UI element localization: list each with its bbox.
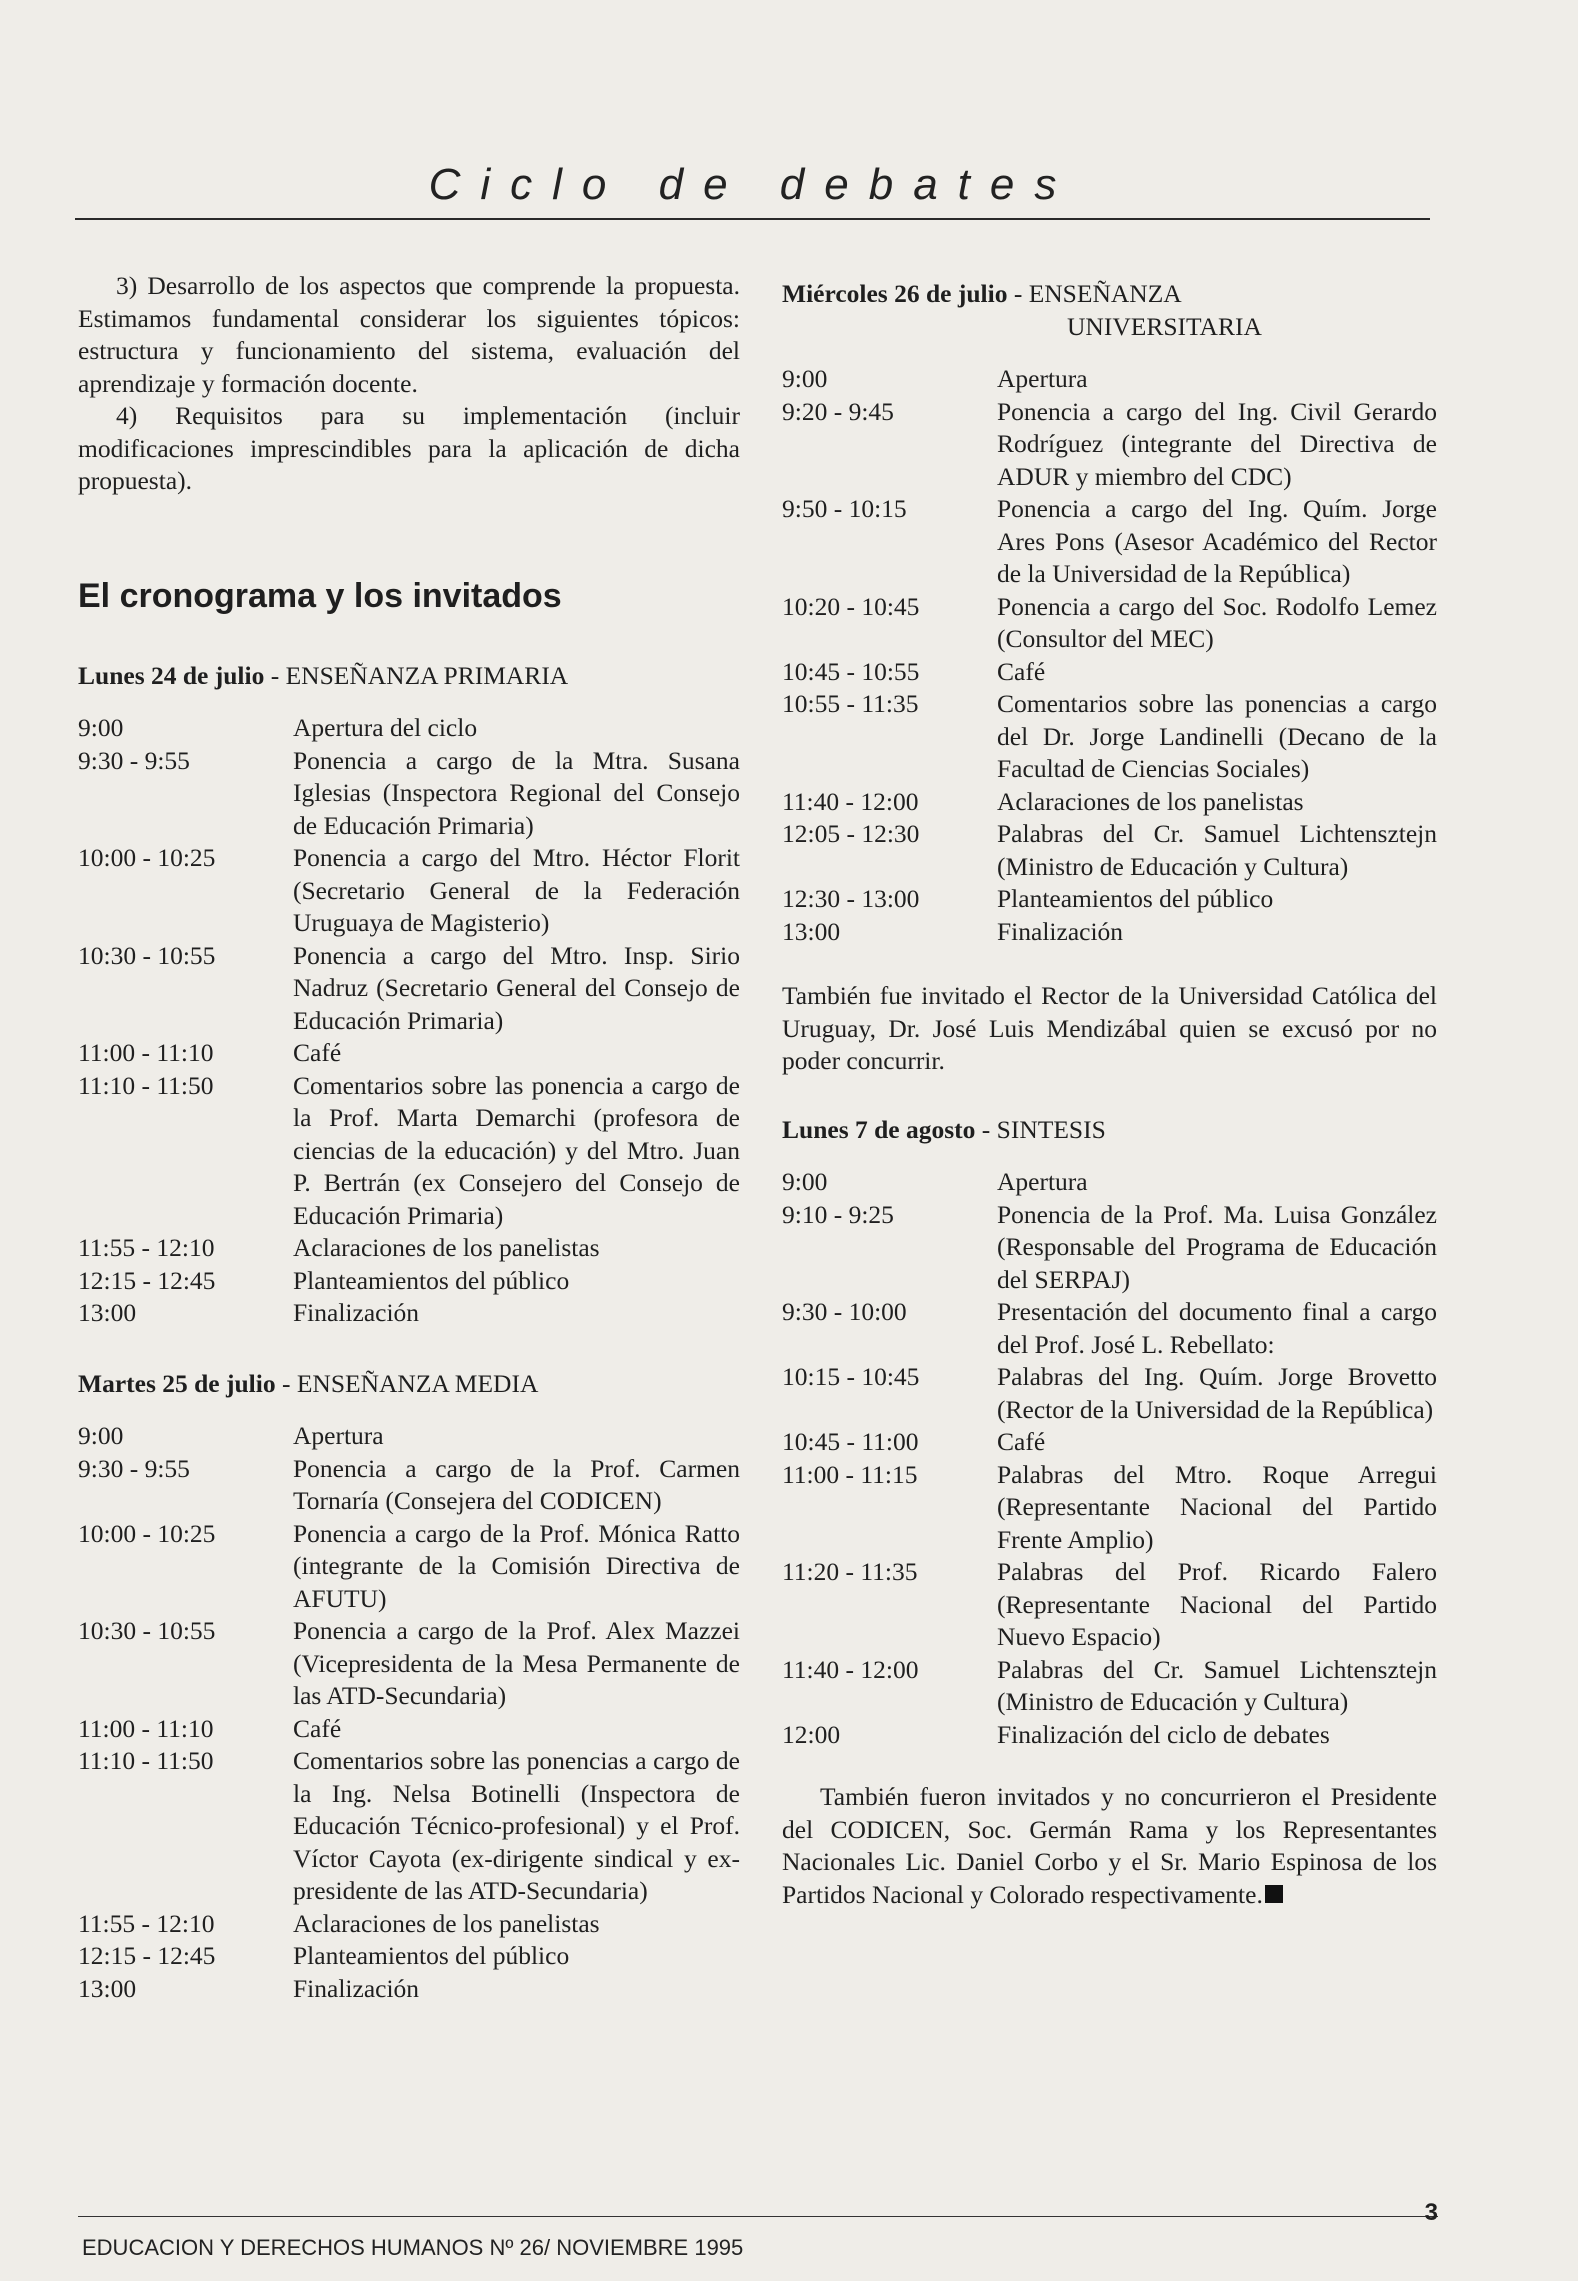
day-heading-martes-25	[78, 1368, 740, 1401]
schedule-time: 11:00 - 11:10	[78, 1713, 214, 1743]
schedule-desc: Planteamientos del público	[997, 884, 1274, 913]
left-column	[78, 270, 740, 2005]
schedule-time: 9:00	[78, 713, 124, 742]
schedule-row	[78, 940, 740, 1038]
schedule-desc: Comentarios sobre las ponencias a cargo del Dr. Jorge Landinelli (Decano de la Facultad de Ciencias Sociales)	[997, 689, 1437, 783]
schedule-row	[78, 1713, 740, 1746]
end-of-article-icon	[1265, 1885, 1283, 1903]
schedule-desc: Finalización	[293, 1298, 420, 1327]
day-topic: - ENSEÑANZA	[1007, 279, 1182, 308]
page-number: 3	[1424, 2199, 1438, 2226]
schedule-desc: Aclaraciones de los panelistas	[997, 786, 1304, 816]
schedule-desc: Apertura	[997, 1167, 1088, 1196]
day-topic-line-2: UNIVERSITARIA	[1067, 311, 1262, 341]
schedule-row	[78, 1745, 740, 1908]
schedule-time: 13:00	[78, 1298, 137, 1327]
schedule-row	[782, 688, 1437, 786]
schedule-row	[782, 656, 1437, 689]
schedule-time: 12:05 - 12:30	[782, 819, 920, 848]
footer-publication: EDUCACION Y DERECHOS HUMANOS Nº 26/ NOVIEMBRE 1995	[82, 2235, 744, 2260]
schedule-time: 10:00 - 10:25	[78, 843, 216, 872]
schedule-desc: Planteamientos del público	[293, 1265, 570, 1295]
day-heading-lunes-7	[782, 1114, 1437, 1147]
schedule-desc: Apertura del ciclo	[293, 713, 478, 742]
schedule-desc: Comentarios sobre las ponencias a cargo de la Ing. Nelsa Botinelli (Inspectora de Educación Técnico-profesional) y el Prof. Víctor Cayota (ex-dirigente sindical y ex-presidente de las ATD-Secundaria)	[293, 1746, 740, 1905]
schedule-desc: Planteamientos del público	[293, 1941, 570, 1970]
schedule-desc: Palabras del Ing. Quím. Jorge Brovetto (Rector de la Universidad de la República)	[997, 1362, 1437, 1424]
schedule-time: 9:30 - 9:55	[78, 1453, 190, 1483]
schedule-time: 9:00	[782, 1167, 828, 1196]
schedule-row	[78, 1037, 740, 1070]
schedule-time: 10:55 - 11:35	[782, 689, 919, 718]
schedule-desc: Aclaraciones de los panelistas	[293, 1908, 600, 1938]
schedule-desc: Ponencia de la Prof. Ma. Luisa González (Responsable del Programa de Educación del SERPAJ)	[997, 1199, 1437, 1294]
schedule-time: 10:20 - 10:45	[782, 591, 920, 621]
schedule-time: 9:50 - 10:15	[782, 494, 907, 523]
section-header-title: Ciclo de debates	[428, 160, 1077, 209]
schedule-desc: Café	[293, 1713, 342, 1743]
schedule-time: 13:00	[782, 916, 841, 946]
schedule-section-title: El cronograma y los invitados	[78, 576, 562, 615]
schedule-time: 10:30 - 10:55	[78, 1616, 216, 1645]
schedule-time: 11:00 - 11:15	[782, 1459, 918, 1489]
schedule-desc: Palabras del Mtro. Roque Arregui (Representante Nacional del Partido Frente Amplio)	[997, 1459, 1437, 1554]
schedule-time: 9:30 - 9:55	[78, 745, 190, 775]
schedule-row	[782, 916, 1437, 949]
schedule-desc: Ponencia a cargo de la Prof. Carmen Tornaría (Consejera del CODICEN)	[293, 1453, 740, 1515]
schedule-row	[782, 363, 1437, 396]
schedule-time: 11:10 - 11:50	[78, 1746, 214, 1775]
schedule-lunes-7	[782, 1166, 1437, 1751]
schedule-time: 10:00 - 10:25	[78, 1518, 216, 1548]
schedule-time: 9:20 - 9:45	[782, 396, 894, 426]
schedule-row	[78, 1973, 740, 2006]
day-date: Miércoles 26 de julio	[782, 279, 1008, 308]
schedule-desc: Ponencia a cargo del Mtro. Héctor Florit (Secretario General de la Federación Uruguaya de Magisterio)	[293, 843, 740, 937]
schedule-row	[782, 1296, 1437, 1361]
schedule-desc: Comentarios sobre las ponencia a cargo de la Prof. Marta Demarchi (profesora de ciencias de la educación) y del Mtro. Juan P. Bertrán (ex Consejero del Consejo de Educación Primaria)	[293, 1070, 740, 1230]
schedule-desc: Palabras del Cr. Samuel Lichtensztejn (Ministro de Educación y Cultura)	[997, 1654, 1437, 1716]
schedule-time: 10:15 - 10:45	[782, 1362, 920, 1391]
schedule-row	[78, 712, 740, 745]
schedule-desc: Ponencia a cargo de la Prof. Alex Mazzei (Vicepresidenta de la Mesa Permanente de las ATD-Secundaria)	[293, 1616, 740, 1710]
day-date: Lunes 24 de julio	[78, 660, 265, 690]
schedule-row	[782, 1199, 1437, 1297]
schedule-desc: Finalización	[293, 1973, 420, 2003]
schedule-row	[782, 1654, 1437, 1719]
schedule-martes-25	[78, 1420, 740, 2005]
schedule-desc: Ponencia a cargo del Ing. Quím. Jorge Ares Pons (Asesor Académico del Rector de la Universidad de la República)	[997, 494, 1437, 588]
schedule-time: 11:55 - 12:10	[78, 1233, 215, 1262]
intro-item-4: 4) Requisitos para su implementación (incluir modificaciones imprescindibles para la aplicación de dicha propuesta).	[78, 401, 740, 495]
day-topic: - SINTESIS	[975, 1114, 1106, 1144]
schedule-desc: Aclaraciones de los panelistas	[293, 1233, 600, 1262]
schedule-time: 10:45 - 10:55	[782, 656, 920, 686]
day-date: Lunes 7 de agosto	[782, 1114, 976, 1144]
schedule-row	[782, 1719, 1437, 1752]
closing-note	[782, 1781, 1437, 1911]
schedule-time: 9:00	[78, 1421, 124, 1450]
schedule-miercoles-26	[782, 363, 1437, 948]
schedule-row	[78, 1297, 740, 1330]
schedule-time: 9:30 - 10:00	[782, 1297, 907, 1326]
schedule-desc: Ponencia a cargo de la Prof. Mónica Ratto (integrante de la Comisión Directiva de AFUTU)	[293, 1518, 740, 1613]
schedule-row	[782, 818, 1437, 883]
schedule-time: 11:20 - 11:35	[782, 1557, 918, 1586]
schedule-desc: Apertura	[997, 364, 1088, 393]
schedule-time: 11:40 - 12:00	[782, 1654, 919, 1684]
right-column	[782, 278, 1437, 1911]
schedule-row	[782, 591, 1437, 656]
schedule-row	[782, 1426, 1437, 1459]
miercoles-note: También fue invitado el Rector de la Universidad Católica del Uruguay, Dr. José Luis Mendizábal quien se excusó por no poder concurrir.	[782, 981, 1437, 1075]
schedule-desc: Café	[997, 656, 1046, 686]
schedule-row	[78, 1420, 740, 1453]
day-topic: - ENSEÑANZA PRIMARIA	[264, 660, 569, 690]
schedule-time: 12:15 - 12:45	[78, 1265, 216, 1295]
schedule-time: 11:00 - 11:10	[78, 1038, 214, 1067]
schedule-row	[78, 1232, 740, 1265]
schedule-desc: Presentación del documento final a cargo del Prof. José L. Rebellato:	[997, 1297, 1437, 1359]
schedule-desc: Café	[997, 1427, 1046, 1456]
schedule-time: 11:55 - 12:10	[78, 1908, 215, 1938]
schedule-time: 12:30 - 13:00	[782, 884, 920, 913]
schedule-time: 11:40 - 12:00	[782, 786, 919, 816]
schedule-row	[78, 1940, 740, 1973]
schedule-row	[78, 1908, 740, 1941]
schedule-row	[782, 1459, 1437, 1557]
schedule-row	[78, 1453, 740, 1518]
day-heading-miercoles-26	[782, 278, 1437, 311]
page-header	[75, 150, 1430, 220]
day-topic: - ENSEÑANZA MEDIA	[275, 1368, 539, 1398]
schedule-row	[782, 883, 1437, 916]
page-footer	[78, 2199, 1438, 2267]
schedule-row	[78, 745, 740, 843]
schedule-time: 12:15 - 12:45	[78, 1941, 216, 1970]
schedule-row	[782, 1361, 1437, 1426]
schedule-desc: Ponencia a cargo del Soc. Rodolfo Lemez (Consultor del MEC)	[997, 591, 1437, 653]
day-date: Martes 25 de julio	[78, 1368, 276, 1398]
schedule-desc: Palabras del Cr. Samuel Lichtensztejn (Ministro de Educación y Cultura)	[997, 819, 1437, 881]
schedule-desc: Café	[293, 1038, 342, 1067]
schedule-desc: Apertura	[293, 1421, 384, 1450]
schedule-row	[782, 786, 1437, 819]
schedule-time: 9:00	[782, 364, 828, 393]
schedule-desc: Ponencia a cargo de la Mtra. Susana Iglesias (Inspectora Regional del Consejo de Educación Primaria)	[293, 745, 740, 840]
schedule-lunes-24	[78, 712, 740, 1330]
schedule-time: 10:30 - 10:55	[78, 940, 216, 970]
intro-item-3: 3) Desarrollo de los aspectos que comprende la propuesta. Estimamos fundamental considerar los siguientes tópicos: estructura y funcionamiento del sistema, evaluación del aprendizaje y formación docente.	[78, 271, 740, 398]
closing-note-text: También fueron invitados y no concurrieron el Presidente del CODICEN, Soc. Germán Rama y los Representantes Nacionales Lic. Daniel Corbo y el Sr. Mario Espinosa de los Partidos Nacional y Colorado respectivamente.	[782, 1782, 1437, 1909]
schedule-row	[78, 1070, 740, 1233]
schedule-row	[78, 842, 740, 940]
schedule-row	[782, 1166, 1437, 1199]
schedule-time: 13:00	[78, 1973, 137, 2003]
schedule-row	[78, 1265, 740, 1298]
schedule-desc: Ponencia a cargo del Ing. Civil Gerardo Rodríguez (integrante del Directiva de ADUR y miembro del CDC)	[997, 396, 1437, 491]
schedule-desc: Finalización	[997, 916, 1124, 946]
schedule-time: 12:00	[782, 1719, 841, 1749]
schedule-time: 11:10 - 11:50	[78, 1070, 214, 1100]
schedule-desc: Finalización del ciclo de debates	[997, 1719, 1330, 1749]
day-heading-lunes-24	[78, 660, 740, 693]
schedule-row	[782, 396, 1437, 494]
schedule-desc: Ponencia a cargo del Mtro. Insp. Sirio Nadruz (Secretario General del Consejo de Educación Primaria)	[293, 940, 740, 1035]
schedule-time: 9:10 - 9:25	[782, 1199, 894, 1229]
schedule-row	[782, 493, 1437, 591]
schedule-desc: Palabras del Prof. Ricardo Falero (Representante Nacional del Partido Nuevo Espacio)	[997, 1557, 1437, 1651]
schedule-row	[78, 1518, 740, 1616]
schedule-row	[78, 1615, 740, 1713]
schedule-row	[782, 1556, 1437, 1654]
schedule-time: 10:45 - 11:00	[782, 1427, 919, 1456]
